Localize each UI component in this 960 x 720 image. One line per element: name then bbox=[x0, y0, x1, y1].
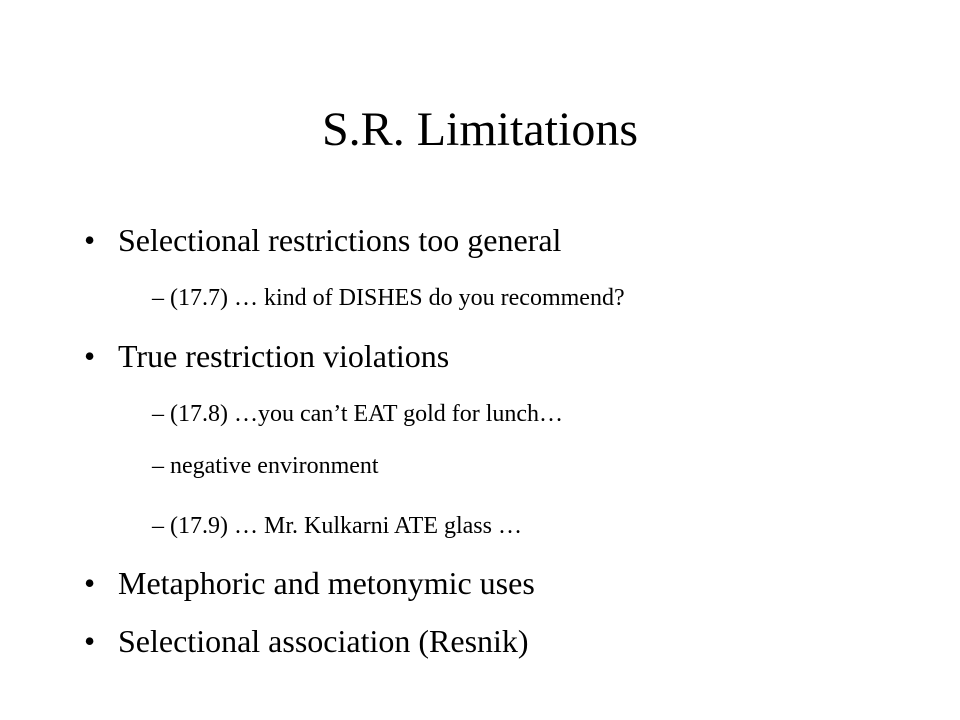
slide-title: S.R. Limitations bbox=[321, 103, 639, 156]
bullet-item bbox=[84, 220, 561, 260]
bullet-text: True restriction violations bbox=[118, 338, 450, 374]
bullet-marker: • bbox=[84, 623, 96, 659]
sub-bullet-marker: – bbox=[152, 401, 164, 427]
bullet-marker: • bbox=[84, 338, 96, 374]
sub-bullet-item bbox=[152, 450, 379, 482]
bullet-text: Metaphoric and metonymic uses bbox=[118, 565, 535, 601]
sub-bullet-marker: – bbox=[152, 453, 164, 479]
sub-bullet-text: (17.9) … Mr. Kulkarni ATE glass … bbox=[170, 513, 522, 539]
bullet-item bbox=[84, 336, 449, 376]
sub-bullet-marker: – bbox=[152, 285, 164, 311]
sub-bullet-text: (17.8) …you can’t EAT gold for lunch… bbox=[170, 401, 564, 427]
bullet-text: Selectional restrictions too general bbox=[118, 222, 562, 258]
sub-bullet-item bbox=[152, 282, 625, 314]
sub-bullet-item bbox=[152, 510, 522, 542]
sub-bullet-text: (17.7) … kind of DISHES do you recommend? bbox=[170, 285, 625, 311]
bullet-item bbox=[84, 621, 529, 661]
sub-bullet-marker: – bbox=[152, 513, 164, 539]
sub-bullet-text: negative environment bbox=[170, 453, 379, 479]
bullet-marker: • bbox=[84, 565, 96, 601]
bullet-marker: • bbox=[84, 222, 96, 258]
sub-bullet-item bbox=[152, 398, 563, 430]
bullet-item bbox=[84, 563, 535, 603]
bullet-text: Selectional association (Resnik) bbox=[118, 623, 529, 659]
